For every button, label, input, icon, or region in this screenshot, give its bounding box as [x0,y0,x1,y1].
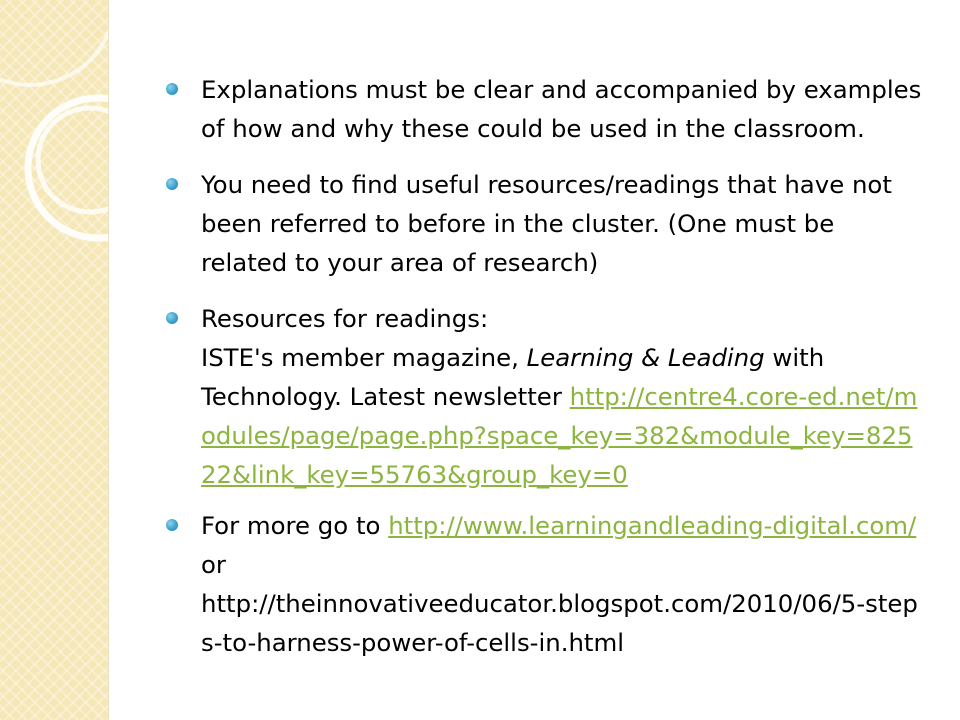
bullet-dot-icon [166,519,178,531]
bullet-dot-icon [166,178,178,190]
newsletter-link[interactable]: http://centre4.core-ed.net/modules/page/page.php?space_key=382&module_key=82522&link_key=55763&group_key=0 [201,382,918,489]
bullet-resources-needed [163,165,923,282]
decorative-circle-medium [38,108,108,212]
decorative-circle-top [0,0,108,85]
bullet-text: Explanations must be clear and accompanied by examples of how and why these could be used in the classroom. [201,75,922,143]
bullet-resources-for-readings [163,299,923,494]
readings-heading: Resources for readings: [201,304,489,333]
bullet-dot-icon [166,312,178,324]
decorative-left-strip [0,0,108,720]
or-joiner: or [201,550,226,579]
bullet-text: You need to find useful resources/readings that have not been referred to before in the cluster. (One must be related to your area of research) [201,170,892,277]
innovative-educator-url: http://theinnovativeeducator.blogspot.com/2010/06/5-steps-to-harness-power-of-cells-in.html [201,589,918,657]
more-prefix: For more go to [201,511,389,540]
slide-body [163,70,923,662]
readings-details [201,338,923,494]
bullet-explanations [163,70,923,148]
strip-divider [108,0,109,720]
bullet-more-links [163,506,923,662]
learning-leading-link[interactable]: http://www.learningandleading-digital.com/ [388,511,917,540]
magazine-title: Learning & Leading [526,343,765,372]
magazine-intro: ISTE's member magazine, [201,343,527,372]
newsletter-intro: with Technology. Latest newsletter [201,343,825,411]
bullet-dot-icon [166,83,178,95]
decorative-circles [0,0,108,720]
